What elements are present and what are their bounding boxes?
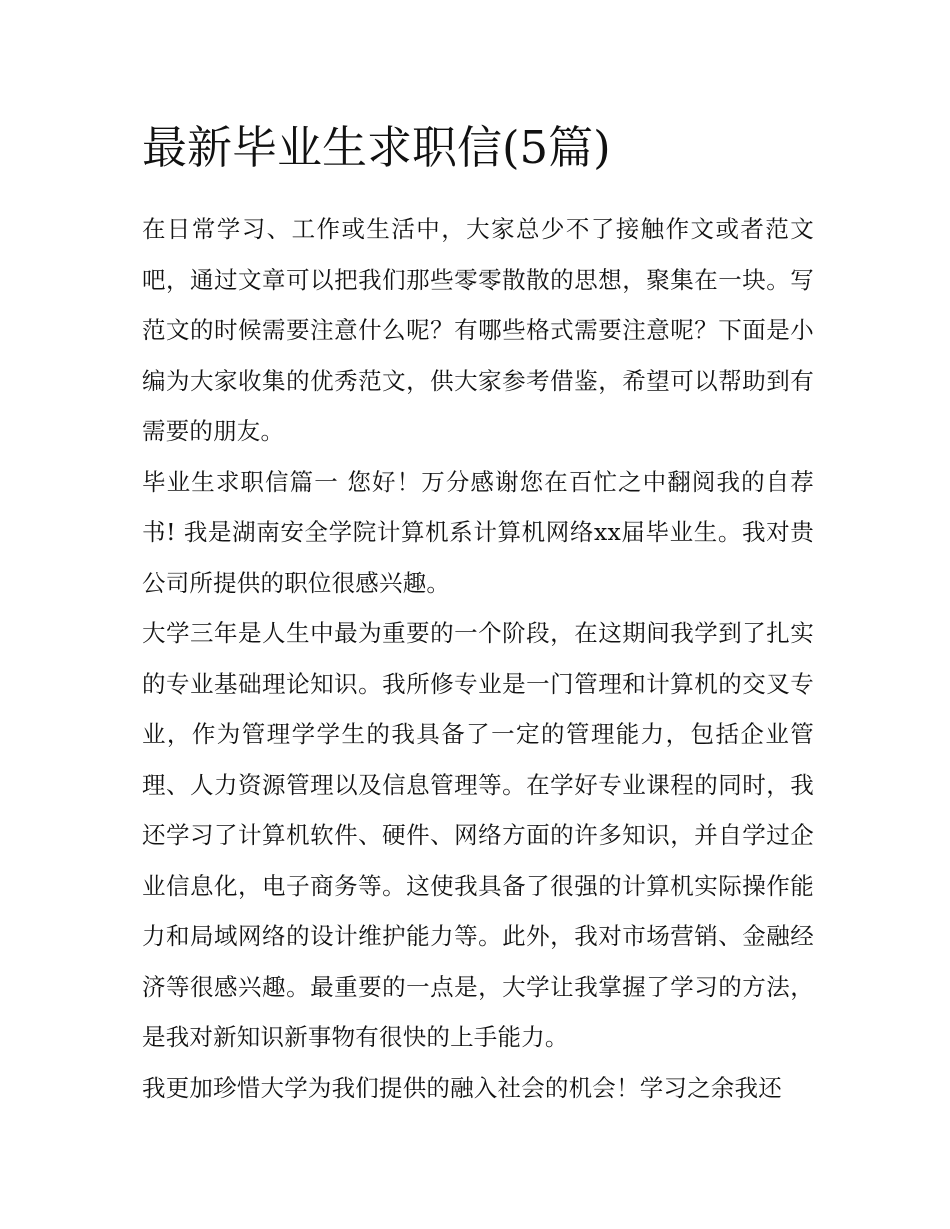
paragraph-intro: 在日常学习、工作或生活中，大家总少不了接触作文或者范文吧，通过文章可以把我们那些零零散散的思想，聚集在一块。写范文的时候需要注意什么呢？有哪些格式需要注意呢？下面是小编为大家收集的优秀范文，供大家参考借鉴，希望可以帮助到有需要的朋友。 (142, 215, 814, 445)
paragraph-letter-opening: 毕业生求职信篇一 您好！万分感谢您在百忙之中翻阅我的自荐书! 我是湖南安全学院计算机系计算机网络xx届毕业生。我对贵公司所提供的职位很感兴趣。 (142, 467, 814, 597)
paragraph-social-opportunity: 我更加珍惜大学为我们提供的融入社会的机会！学习之余我还 (142, 1073, 782, 1102)
document-body (142, 118, 814, 1113)
paragraph-university-study: 大学三年是人生中最为重要的一个阶段，在这期间我学到了扎实的专业基础理论知识。我所修专业是一门管理和计算机的交叉专业，作为管理学学生的我具备了一定的管理能力，包括企业管理、人力资源管理以及信息管理等。在学好专业课程的同时，我还学习了计算机软件、硬件、网络方面的许多知识，并自学过企业信息化，电子商务等。这使我具备了很强的计算机实际操作能力和局域网络的设计维护能力等。此外，我对市场营销、金融经济等很感兴趣。最重要的一点是，大学让我掌握了学习的方法，是我对新知识新事物有很快的上手能力。 (142, 619, 814, 1051)
document-title: 最新毕业生求职信(5篇) (142, 121, 611, 174)
